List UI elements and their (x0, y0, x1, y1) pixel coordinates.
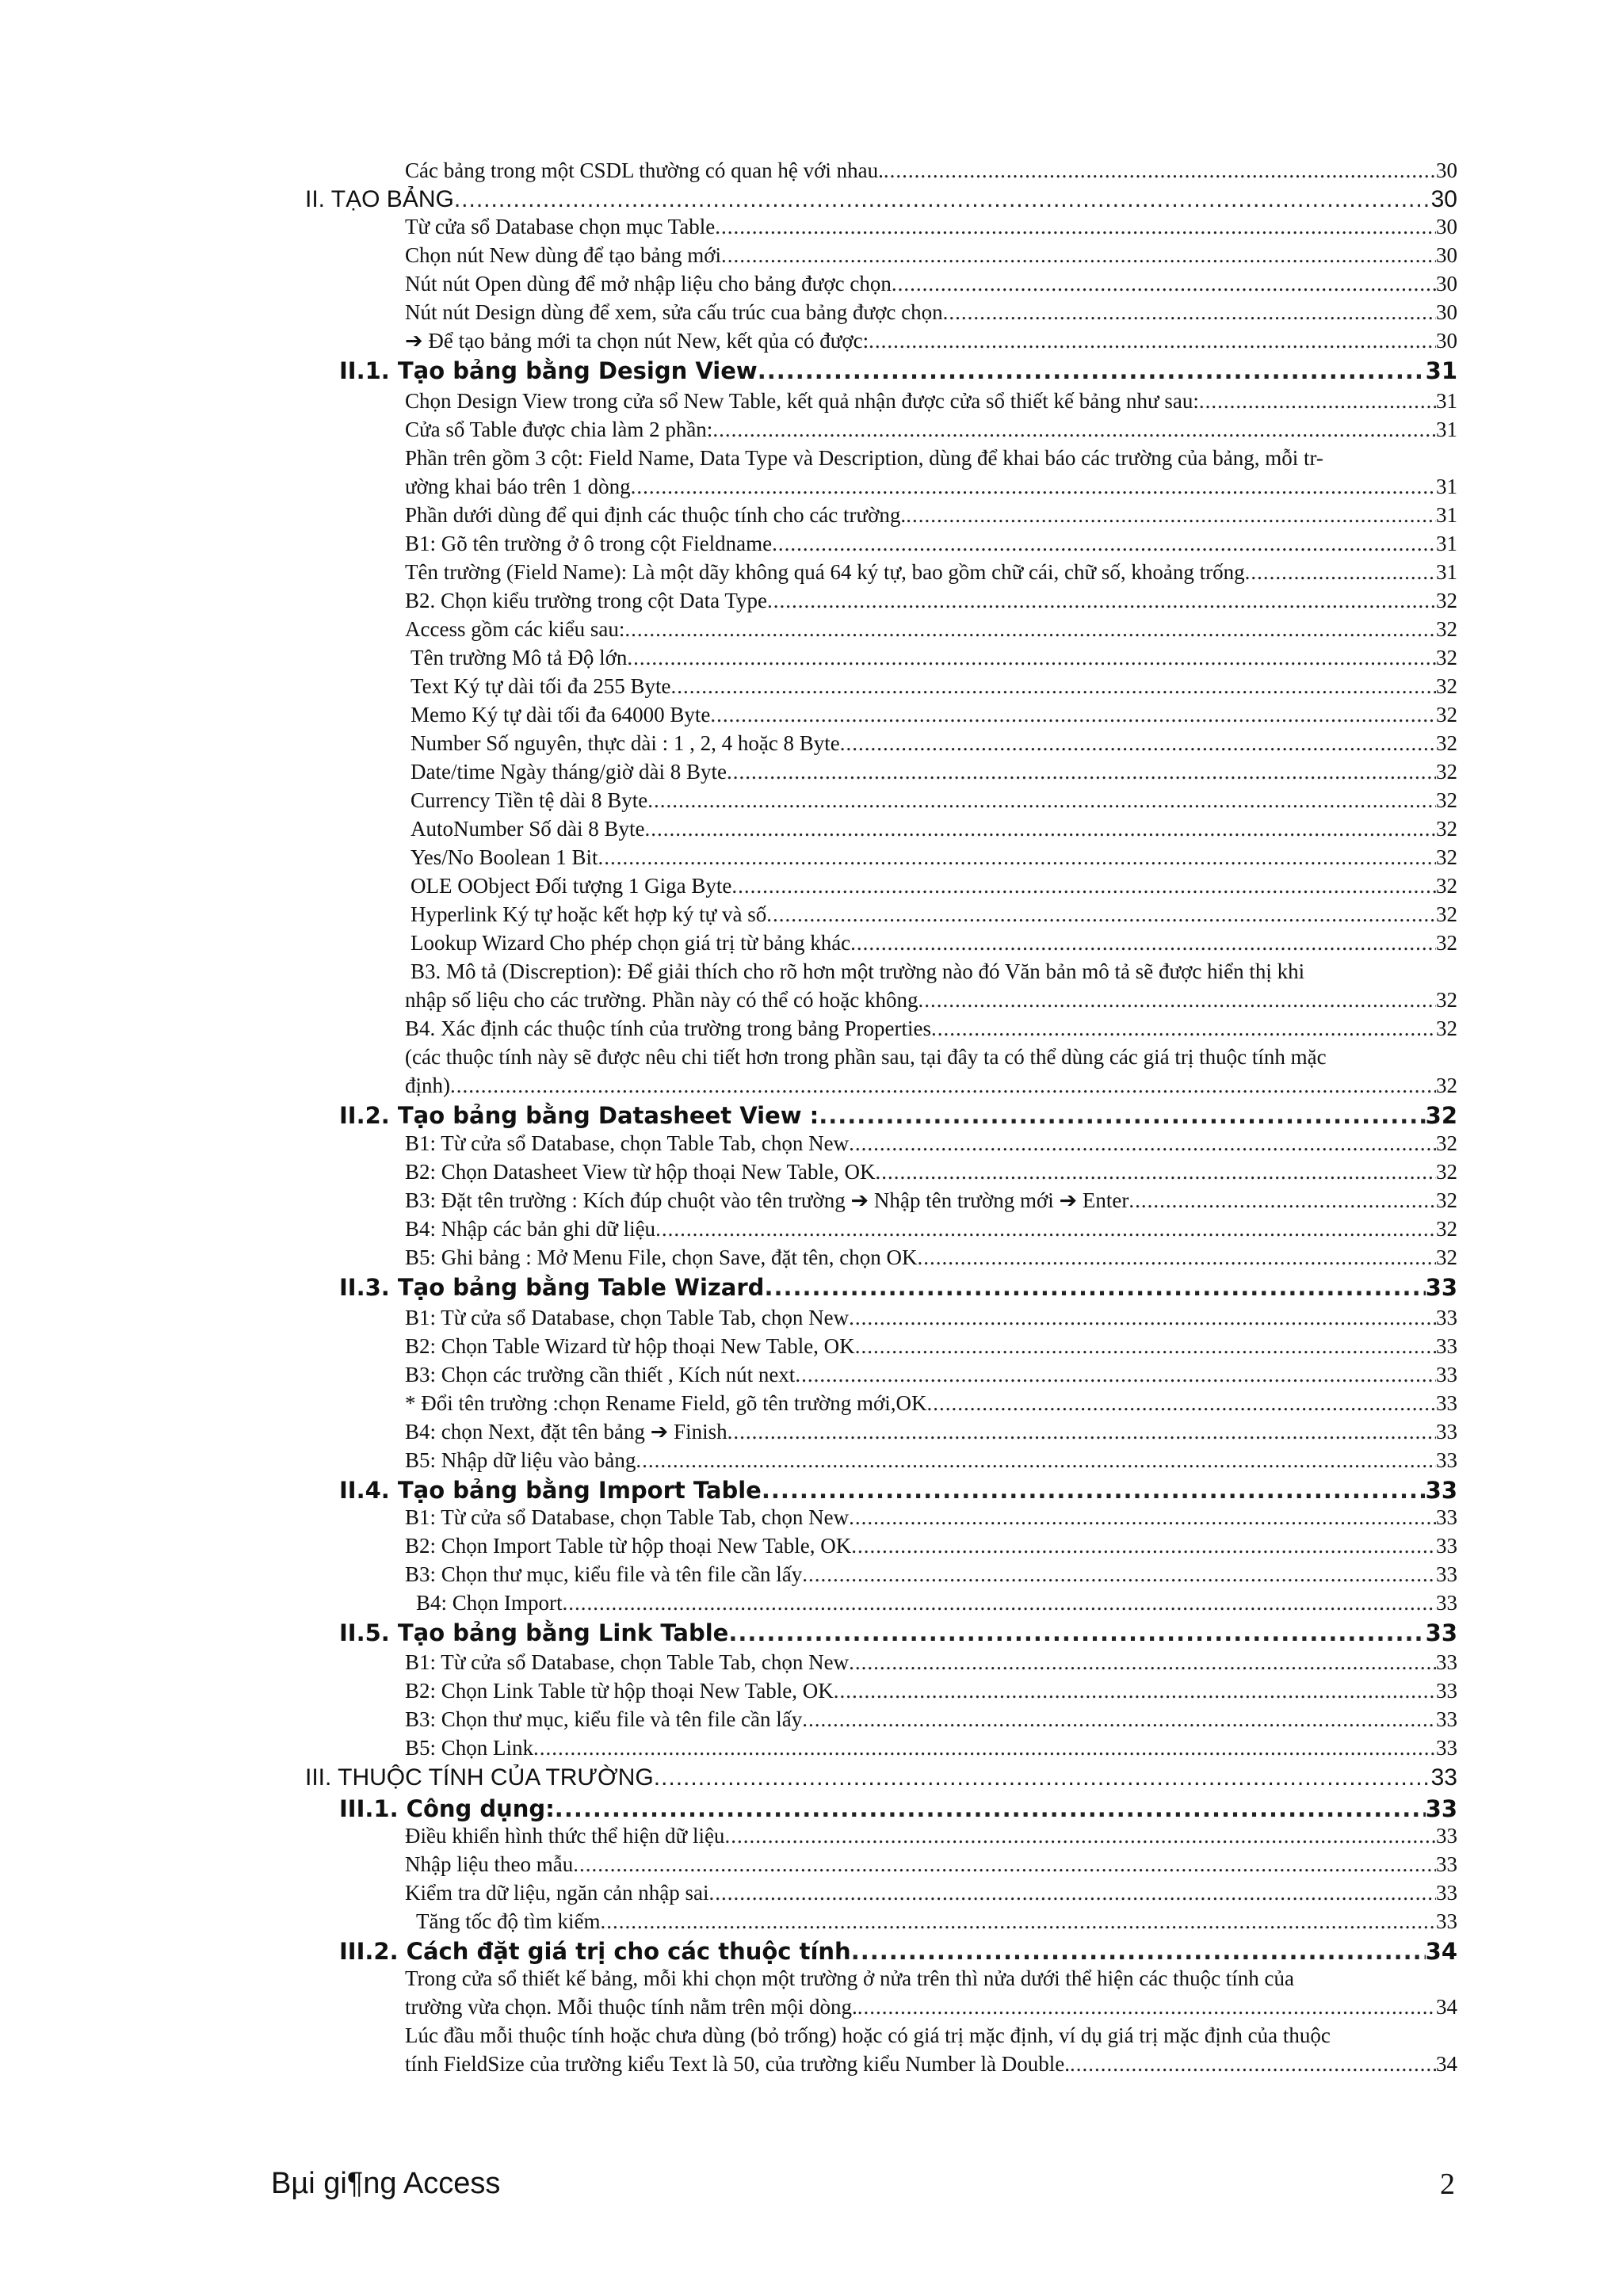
toc-entry-title: Phần dưới dùng để qui định các thuộc tính cho các trường. (405, 503, 907, 527)
dot-leader (563, 1591, 1436, 1615)
toc-entry-page: 30 (1430, 186, 1457, 212)
toc-entry[interactable] (339, 1102, 1457, 1131)
toc-entry-page: 33 (1436, 1562, 1457, 1586)
toc-entry-title: Date/time Ngày tháng/giờ dài 8 Byte (411, 760, 727, 784)
toc-entry-page: 32 (1436, 1245, 1457, 1269)
toc-entry-page: 32 (1436, 988, 1457, 1012)
dot-leader (709, 1881, 1436, 1905)
toc-entry-page: 32 (1436, 589, 1457, 612)
toc-entry[interactable] (405, 329, 1457, 357)
dot-leader (850, 931, 1436, 955)
toc-entry-title: ường khai báo trên 1 dòng (405, 475, 631, 498)
toc-entry-title: B1: Từ cửa sổ Database, chọn Table Tab, chọn New (405, 1306, 850, 1329)
toc-entry[interactable] (405, 1306, 1457, 1334)
dot-leader (943, 300, 1436, 325)
toc-entry-title: II.3. Tạo bảng bằng Table Wizard (339, 1274, 765, 1301)
toc-entry-page: 32 (1436, 646, 1457, 669)
toc-entry[interactable] (405, 1045, 1457, 1074)
toc-entry-page: 30 (1436, 215, 1457, 238)
dot-leader (627, 646, 1436, 670)
toc-entry[interactable] (339, 357, 1457, 386)
toc-entry-page: 34 (1436, 1995, 1457, 2019)
toc-entry[interactable] (405, 1966, 1457, 1995)
dot-leader (876, 1160, 1436, 1184)
toc-entry-page: 31 (1436, 418, 1457, 441)
toc-entry-title: AutoNumber Số dài 8 Byte (411, 817, 645, 841)
toc-entry-page: 30 (1436, 243, 1457, 267)
toc-entry-title: B4: chọn Next, đặt tên bảng ➔ Finish (405, 1420, 727, 1444)
toc-entry[interactable] (405, 2052, 1457, 2081)
dot-leader (600, 1909, 1436, 1934)
toc-entry[interactable] (405, 272, 1457, 300)
toc-entry-page: 34 (1436, 2052, 1457, 2076)
toc-entry-title: B4: Chọn Import (416, 1591, 563, 1615)
toc-entry[interactable] (405, 1334, 1457, 1363)
toc-entry-title: Lookup Wizard Cho phép chọn giá trị từ bảng khác (411, 931, 851, 955)
dot-leader (721, 243, 1436, 268)
toc-entry-title: Nhập liệu theo mẫu (405, 1852, 574, 1876)
toc-entry-title: B2: Chọn Table Wizard từ hộp thoại New Table, OK (405, 1334, 855, 1358)
toc-entry-title: (các thuộc tính này sẽ được nêu chi tiết hơn trong phần sau, tại đây ta có thể dùng các giá trị thuộc tính mặc (405, 1045, 1327, 1069)
toc-entry[interactable] (411, 931, 1457, 959)
toc-entry-title: Nút nút Design dùng để xem, sửa cấu trúc cua bảng được chọn (405, 300, 943, 324)
toc-entry-title: Chọn nút New dùng để tạo bảng mới (405, 243, 721, 267)
toc-entry-title: B5: Chọn Link (405, 1736, 534, 1760)
dot-leader (918, 988, 1436, 1013)
toc-entry-page: 33 (1436, 1306, 1457, 1329)
toc-entry-page: 33 (1425, 1477, 1457, 1504)
toc-entry-title: Yes/No Boolean 1 Bit (411, 845, 598, 869)
toc-entry-page: 31 (1425, 357, 1457, 384)
toc-entry-title: B3. Mô tả (Discreption): Để giải thích cho rõ hơn một trường nào đó Văn bản mô tả sẽ được hiển thị khi (411, 959, 1305, 983)
toc-entry-title: Access gồm các kiểu sau: (405, 617, 625, 641)
dot-leader (766, 902, 1436, 927)
toc-entry[interactable] (405, 1562, 1457, 1591)
toc-entry-title: II.4. Tạo bảng bằng Import Table (339, 1477, 762, 1504)
dot-leader (849, 1131, 1436, 1156)
toc-entry-page: 30 (1436, 158, 1457, 182)
toc-entry[interactable] (405, 1188, 1457, 1217)
dot-leader (636, 1448, 1436, 1473)
toc-entry[interactable] (405, 1363, 1457, 1391)
toc-entry-page: 33 (1436, 1448, 1457, 1472)
toc-entry-page: 31 (1436, 475, 1457, 498)
dot-leader (802, 1707, 1436, 1732)
toc-entry-title: nhập số liệu cho các trường. Phần này có thể có hoặc không (405, 988, 918, 1012)
toc-entry-title: Từ cửa sổ Database chọn mục Table (405, 215, 716, 238)
toc-entry[interactable] (405, 617, 1457, 646)
toc-entry[interactable] (405, 1245, 1457, 1274)
dot-leader (728, 1619, 1425, 1646)
toc-entry-title: B2: Chọn Link Table từ hộp thoại New Table, OK (405, 1679, 834, 1703)
dot-leader (450, 1074, 1436, 1098)
toc-entry[interactable] (411, 674, 1457, 703)
dot-leader (1070, 2052, 1436, 2077)
toc-entry-title: Memo Ký tự dài tối đa 64000 Byte (411, 703, 711, 727)
dot-leader (857, 1995, 1436, 2019)
toc-entry-title: II.2. Tạo bảng bằng Datasheet View : (339, 1102, 819, 1129)
toc-entry-title: Nút nút Open dùng để mở nhập liệu cho bảng được chọn (405, 272, 892, 296)
toc-entry[interactable] (416, 1909, 1457, 1938)
toc-entry[interactable] (405, 1736, 1457, 1764)
toc-entry-title: tính FieldSize của trường kiểu Text là 50, của trường kiểu Number là Double. (405, 2052, 1070, 2076)
toc-entry-title: Tăng tốc độ tìm kiếm (416, 1909, 601, 1933)
toc-entry-page: 32 (1436, 1074, 1457, 1097)
toc-entry[interactable] (405, 560, 1457, 589)
toc-entry[interactable] (405, 418, 1457, 446)
dot-leader (655, 1217, 1436, 1241)
dot-leader (1245, 560, 1436, 585)
toc-entry[interactable] (411, 646, 1457, 674)
toc-entry[interactable] (405, 1824, 1457, 1852)
toc-entry[interactable] (405, 2023, 1457, 2052)
toc-entry-title: B3: Đặt tên trường : Kích đúp chuột vào tên trường ➔ Nhập tên trường mới ➔ Enter (405, 1188, 1129, 1212)
toc-entry[interactable] (411, 845, 1457, 874)
toc-entry-title: Currency Tiền tệ dài 8 Byte (411, 788, 648, 812)
toc-entry-title: Hyperlink Ký tự hoặc kết hợp ký tự và số (411, 902, 767, 926)
dot-leader (884, 158, 1436, 183)
toc-entry-title: Các bảng trong một CSDL thường có quan hệ với nhau. (405, 158, 884, 182)
toc-entry-title: B1: Từ cửa sổ Database, chọn Table Tab, chọn New (405, 1131, 850, 1155)
dot-leader (840, 731, 1436, 756)
dot-leader (851, 1534, 1436, 1558)
dot-leader (931, 1016, 1436, 1041)
dot-leader (1128, 1188, 1436, 1213)
toc-entry[interactable] (405, 1391, 1457, 1420)
toc-entry[interactable] (405, 300, 1457, 329)
toc-entry-title: định) (405, 1074, 450, 1097)
toc-entry-page: 34 (1425, 1938, 1457, 1965)
dot-leader (906, 503, 1436, 528)
toc-entry-page: 33 (1436, 1909, 1457, 1933)
dot-leader (644, 817, 1436, 841)
toc-entry-page: 32 (1436, 931, 1457, 955)
toc-entry[interactable] (405, 1448, 1457, 1477)
toc-entry[interactable] (411, 703, 1457, 731)
toc-entry[interactable] (405, 1650, 1457, 1679)
toc-entry-page: 33 (1436, 1707, 1457, 1731)
toc-entry-page: 33 (1425, 1795, 1457, 1822)
toc-entry-page: 33 (1436, 1736, 1457, 1760)
dot-leader (764, 1274, 1425, 1301)
toc-entry-title: III. THUỘC TÍNH CỦA TRƯỜNG (305, 1764, 654, 1791)
toc-entry-page: 33 (1436, 1391, 1457, 1415)
dot-leader (851, 1938, 1426, 1965)
toc-entry[interactable] (411, 788, 1457, 817)
toc-entry[interactable] (411, 959, 1457, 988)
toc-entry-page: 33 (1436, 1420, 1457, 1444)
toc-entry-page: 32 (1436, 731, 1457, 755)
dot-leader (731, 874, 1436, 898)
toc-entry[interactable] (339, 1477, 1457, 1505)
toc-entry[interactable] (405, 1881, 1457, 1909)
toc-entry-title: Number Số nguyên, thực dài : 1 , 2, 4 hoặc 8 Byte (411, 731, 840, 755)
toc-entry[interactable] (405, 503, 1457, 532)
dot-leader (758, 357, 1426, 384)
toc-entry-page: 33 (1436, 1334, 1457, 1358)
toc-entry[interactable] (411, 760, 1457, 788)
toc-entry[interactable] (339, 1619, 1457, 1648)
toc-entry[interactable] (411, 874, 1457, 902)
toc-entry[interactable] (405, 532, 1457, 560)
toc-entry-title: B2: Chọn Import Table từ hộp thoại New Table, OK (405, 1534, 852, 1558)
dot-leader (927, 1391, 1436, 1416)
toc-entry-title: Cửa sổ Table được chia làm 2 phần: (405, 418, 713, 441)
toc-entry-title: Kiểm tra dữ liệu, ngăn cản nhập sai (405, 1881, 709, 1905)
toc-entry[interactable] (339, 1795, 1457, 1824)
dot-leader (670, 674, 1436, 699)
toc-entry-title: B5: Nhập dữ liệu vào bảng (405, 1448, 636, 1472)
dot-leader (849, 1505, 1436, 1530)
toc-entry-title: III.2. Cách đặt giá trị cho các thuộc tính (339, 1938, 851, 1965)
toc-entry-title: Lúc đầu mỗi thuộc tính hoặc chưa dùng (bỏ trống) hoặc có giá trị mặc định, ví dụ giá trị mặc định của thuộc (405, 2023, 1331, 2047)
toc-entry-page: 32 (1425, 1102, 1457, 1129)
dot-leader (624, 617, 1436, 642)
toc-entry-page: 33 (1436, 1852, 1457, 1876)
toc-entry-page: 30 (1436, 300, 1457, 324)
dot-leader (819, 1102, 1425, 1129)
toc-entry-title: B1: Từ cửa sổ Database, chọn Table Tab, chọn New (405, 1650, 850, 1674)
toc-entry-title: Text Ký tự dài tối đa 255 Byte (411, 674, 671, 698)
dot-leader (724, 1824, 1436, 1848)
toc-entry-title: B4. Xác định các thuộc tính của trường trong bảng Properties (405, 1016, 931, 1040)
toc-entry-page: 31 (1436, 532, 1457, 555)
dot-leader (573, 1852, 1436, 1877)
footer-title: Bµi gi¶ng Access (271, 2167, 501, 2200)
dot-leader (869, 329, 1436, 353)
toc-entry-title: II.1. Tạo bảng bằng Design View (339, 357, 758, 384)
dot-leader (454, 186, 1431, 213)
toc-entry-page: 32 (1436, 788, 1457, 812)
toc-entry[interactable] (405, 215, 1457, 243)
toc-entry[interactable] (339, 1274, 1457, 1302)
toc-entry-page: 33 (1425, 1274, 1457, 1301)
toc-entry[interactable] (411, 817, 1457, 845)
toc-entry-title: B4: Nhập các bản ghi dữ liệu (405, 1217, 656, 1241)
dot-leader (727, 760, 1436, 784)
dot-leader (533, 1736, 1436, 1760)
dot-leader (849, 1306, 1436, 1330)
toc-entry-page: 31 (1436, 560, 1457, 584)
dot-leader (598, 845, 1436, 870)
toc-entry-title: OLE OObject Đối tượng 1 Giga Byte (411, 874, 732, 898)
toc-entry-page: 33 (1436, 1505, 1457, 1529)
toc-entry-title: B1: Từ cửa sổ Database, chọn Table Tab, chọn New (405, 1505, 850, 1529)
toc-entry[interactable] (305, 186, 1457, 215)
toc-entry[interactable] (405, 475, 1457, 503)
dot-leader (654, 1764, 1431, 1791)
toc-entry-page: 32 (1436, 1160, 1457, 1184)
toc-entry-page: 30 (1436, 329, 1457, 353)
toc-entry-page: 32 (1436, 902, 1457, 926)
toc-entry[interactable] (405, 589, 1457, 617)
toc-entry-title: B1: Gõ tên trường ở ô trong cột Fieldname (405, 532, 773, 555)
toc-entry-page: 33 (1425, 1619, 1457, 1646)
toc-entry-title: Tên trường Mô tả Độ lớn (411, 646, 628, 669)
toc-entry[interactable] (405, 1707, 1457, 1736)
toc-entry-title: B3: Chọn các trường cần thiết , Kích nút next (405, 1363, 796, 1386)
toc-entry-title: Chọn Design View trong cửa sổ New Table, kết quả nhận được cửa sổ thiết kế bảng như sau: (405, 389, 1199, 413)
dot-leader (849, 1650, 1436, 1675)
toc-entry-title: II.5. Tạo bảng bằng Link Table (339, 1619, 729, 1646)
toc-entry-page: 33 (1436, 1679, 1457, 1703)
toc-entry-page: 32 (1436, 1131, 1457, 1155)
toc-entry[interactable] (416, 1591, 1457, 1619)
dot-leader (772, 532, 1436, 556)
toc-entry[interactable] (405, 1074, 1457, 1102)
toc-entry[interactable] (405, 389, 1457, 418)
dot-leader (917, 1245, 1436, 1270)
dot-leader (647, 788, 1436, 813)
toc-entry-title: B2. Chọn kiểu trường trong cột Data Type (405, 589, 767, 612)
dot-leader (795, 1363, 1436, 1387)
dot-leader (727, 1420, 1436, 1444)
dot-leader (715, 215, 1436, 239)
toc-entry-page: 31 (1436, 389, 1457, 413)
dot-leader (892, 272, 1436, 296)
toc-entry[interactable] (405, 1852, 1457, 1881)
toc-entry[interactable] (405, 1160, 1457, 1188)
toc-entry-page: 33 (1436, 1534, 1457, 1558)
toc-entry[interactable] (405, 1679, 1457, 1707)
toc-entry[interactable] (411, 902, 1457, 931)
toc-entry[interactable] (405, 1016, 1457, 1045)
toc-entry-page: 33 (1430, 1764, 1457, 1791)
dot-leader (834, 1679, 1436, 1703)
toc-entry-title: III.1. Công dụng: (339, 1795, 555, 1822)
toc-entry-page: 32 (1436, 760, 1457, 784)
toc-entry-page: 32 (1436, 1188, 1457, 1212)
toc-entry-page: 32 (1436, 1016, 1457, 1040)
toc-entry-page: 32 (1436, 817, 1457, 841)
toc-entry-page: 32 (1436, 1217, 1457, 1241)
toc-entry-title: Phần trên gồm 3 cột: Field Name, Data Type và Description, dùng để khai báo các trường của bảng, mỗi tr- (405, 446, 1323, 470)
toc-entry-page: 32 (1436, 874, 1457, 898)
toc-entry-page: 33 (1436, 1650, 1457, 1674)
toc-entry-page: 32 (1436, 703, 1457, 727)
toc-entry-title: B3: Chọn thư mục, kiểu file và tên file cần lấy (405, 1707, 803, 1731)
dot-leader (762, 1477, 1426, 1504)
dot-leader (710, 703, 1436, 727)
toc-entry-title: trường vừa chọn. Mỗi thuộc tính nằm trên mội dòng. (405, 1995, 857, 2019)
toc-entry[interactable] (405, 988, 1457, 1016)
footer-page-number: 2 (1440, 2168, 1455, 2201)
toc-entry-page: 33 (1436, 1881, 1457, 1905)
toc-entry-title: II. TẠO BẢNG (305, 186, 454, 212)
dot-leader (631, 475, 1436, 499)
dot-leader (802, 1562, 1436, 1587)
toc-entry-title: * Đổi tên trường :chọn Rename Field, gõ tên trường mới,OK (405, 1391, 927, 1415)
toc-entry-page: 30 (1436, 272, 1457, 296)
toc-entry[interactable] (339, 1938, 1457, 1966)
dot-leader (712, 418, 1436, 442)
toc-entry[interactable] (405, 1217, 1457, 1245)
toc-entry-title: B2: Chọn Datasheet View từ hộp thoại New Table, OK (405, 1160, 876, 1184)
toc-entry-page: 32 (1436, 674, 1457, 698)
toc-entry-page: 31 (1436, 503, 1457, 527)
toc-entry[interactable] (411, 731, 1457, 760)
toc-entry[interactable] (405, 158, 1457, 187)
toc-entry-title: Trong cửa sổ thiết kế bảng, mỗi khi chọn một trường ở nửa trên thì nửa dưới thể hiện các thuộc tính của (405, 1966, 1295, 1990)
dot-leader (1199, 389, 1436, 414)
toc-entry[interactable] (405, 1995, 1457, 2023)
toc-entry-title: B5: Ghi bảng : Mở Menu File, chọn Save, đặt tên, chọn OK (405, 1245, 918, 1269)
toc-entry[interactable] (405, 1131, 1457, 1160)
toc-entry-title: Tên trường (Field Name): Là một dãy không quá 64 ký tự, bao gồm chữ cái, chữ số, khoảng trống (405, 560, 1245, 584)
toc-entry[interactable] (405, 243, 1457, 272)
toc-entry-page: 33 (1436, 1824, 1457, 1848)
toc-entry-page: 33 (1436, 1591, 1457, 1615)
toc-entry[interactable] (405, 1505, 1457, 1534)
toc-entry[interactable] (405, 1534, 1457, 1562)
toc-entry-title: Điều khiển hình thức thể hiện dữ liệu (405, 1824, 725, 1848)
toc-entry-page: 32 (1436, 845, 1457, 869)
toc-entry-title: B3: Chọn thư mục, kiểu file và tên file cần lấy (405, 1562, 803, 1586)
toc-entry-title: ➔ Để tạo bảng mới ta chọn nút New, kết qủa có được: (405, 329, 869, 353)
toc-entry[interactable] (405, 446, 1457, 475)
dot-leader (767, 589, 1436, 613)
toc-entry[interactable] (305, 1764, 1457, 1793)
toc-entry-page: 32 (1436, 617, 1457, 641)
dot-leader (555, 1795, 1426, 1822)
dot-leader (855, 1334, 1436, 1359)
toc-entry-page: 33 (1436, 1363, 1457, 1386)
toc-entry[interactable] (405, 1420, 1457, 1448)
